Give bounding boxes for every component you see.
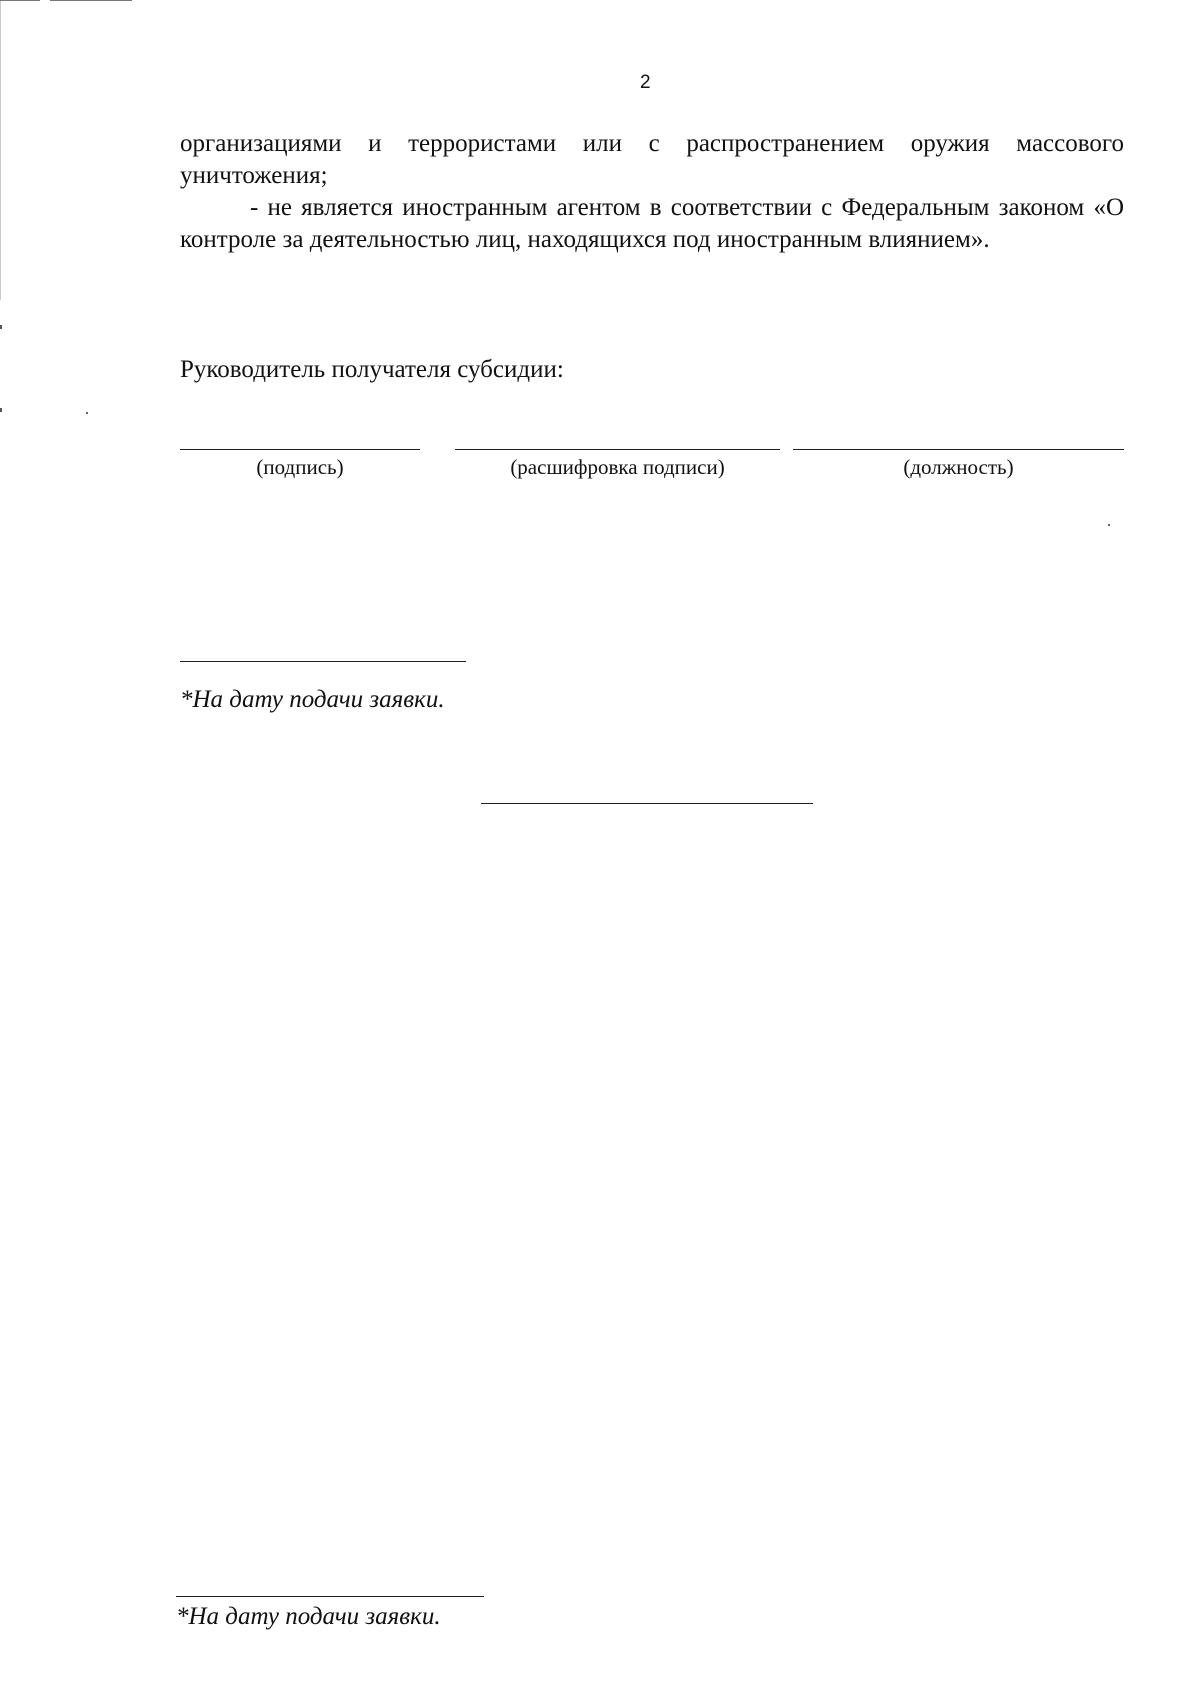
footnote-rule-bottom — [176, 1596, 484, 1597]
signature-caption: (подпись) — [256, 455, 344, 479]
scan-edge-dot — [0, 325, 2, 329]
signature-line — [180, 449, 420, 450]
scan-speck — [1108, 524, 1110, 526]
position-line — [793, 449, 1124, 450]
footnote-bottom: *На дату подачи заявки. — [176, 1603, 441, 1630]
scan-edge-line — [0, 0, 1, 300]
paragraph-foreign-agent: - не является иностранным агентом в соответствии с Федеральным законом «О контроле за деятельностью лиц, находящихся под иностранным влиянием». — [180, 194, 1124, 253]
scan-top-mark — [50, 0, 132, 1]
position-caption: (должность) — [903, 455, 1014, 479]
scan-top-mark — [0, 0, 40, 1]
page-number: 2 — [640, 72, 651, 93]
closing-divider — [481, 803, 813, 804]
paragraph-continuation: организациями и террористами или с распространением оружия массового уничтожения; — [180, 130, 1124, 189]
decryption-line — [455, 449, 780, 450]
signature-block-label: Руководитель получателя субсидии: — [180, 356, 564, 383]
footnote: *На дату подачи заявки. — [180, 686, 445, 713]
scan-edge-dot — [0, 408, 2, 412]
scan-speck — [86, 412, 88, 414]
decryption-caption: (расшифровка подписи) — [510, 455, 725, 479]
footnote-rule — [180, 661, 466, 662]
body-text — [180, 128, 1124, 256]
